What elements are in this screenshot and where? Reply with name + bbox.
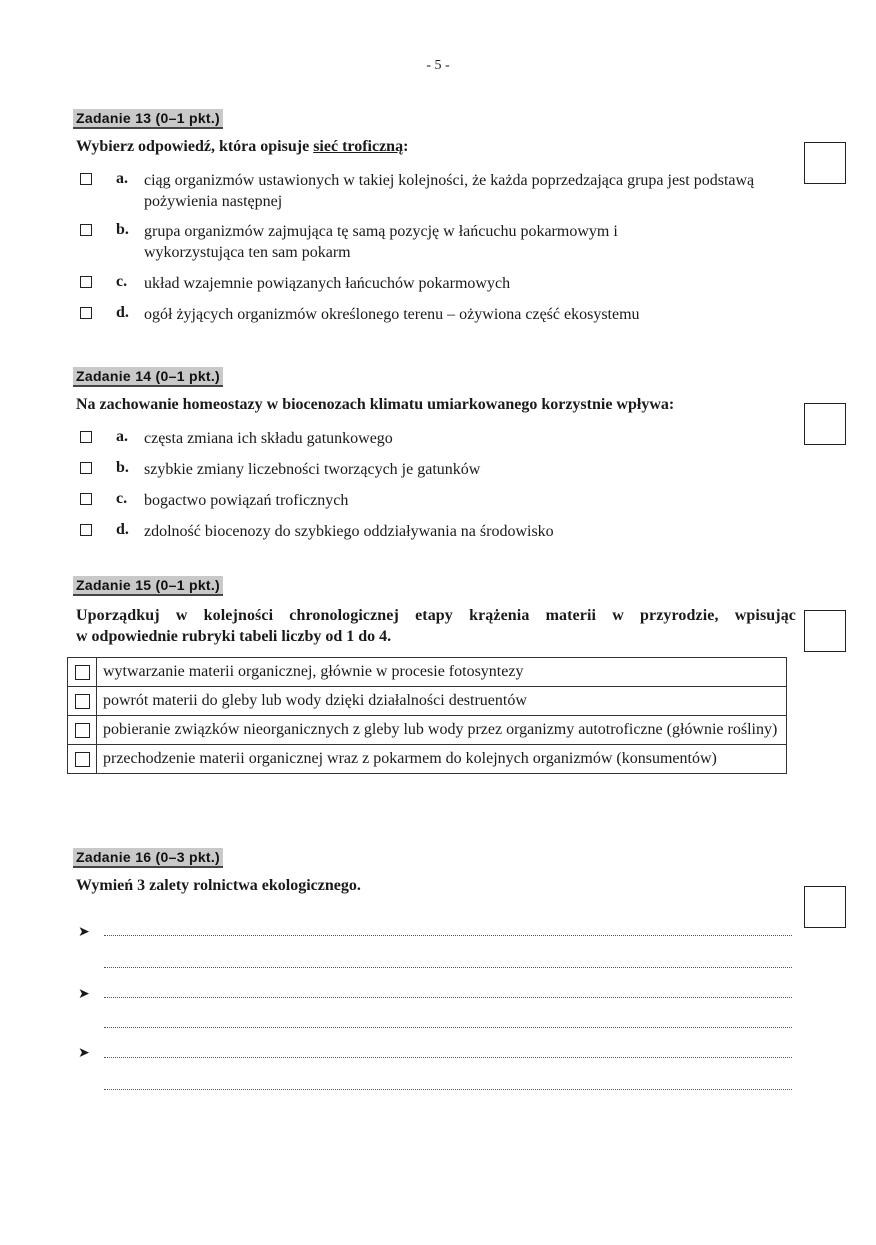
task-15-order-table	[67, 657, 787, 774]
page-number: - 5 -	[426, 58, 450, 73]
task-14-question: Na zachowanie homeostazy w biocenozach klimatu umiarkowanego korzystnie wpływa:	[76, 396, 675, 413]
task-16-score-box[interactable]	[804, 886, 846, 928]
table-row	[68, 658, 787, 687]
task-13-badge: Zadanie 13 (0–1 pkt.)	[73, 109, 223, 129]
task-15-score-box[interactable]	[804, 610, 846, 652]
option-checkbox[interactable]	[80, 524, 92, 536]
task-13-keyword: sieć troficzną	[313, 138, 404, 155]
answer-line[interactable]	[104, 1057, 792, 1058]
order-cell[interactable]	[68, 658, 97, 687]
option-checkbox[interactable]	[80, 307, 92, 319]
table-row	[68, 687, 787, 716]
order-checkbox[interactable]	[75, 665, 90, 680]
option-checkbox[interactable]	[80, 224, 92, 236]
task-13-question: Wybierz odpowiedź, która opisuje sieć troficzną:	[76, 138, 409, 155]
arrowhead-bullet-icon: ➤	[78, 987, 90, 1002]
option-checkbox[interactable]	[80, 173, 92, 185]
task-16-badge: Zadanie 16 (0–3 pkt.)	[73, 848, 223, 868]
option-checkbox[interactable]	[80, 431, 92, 443]
answer-line[interactable]	[104, 997, 792, 998]
answer-line-continuation[interactable]	[104, 1027, 792, 1028]
table-row	[68, 716, 787, 745]
option-checkbox[interactable]	[80, 462, 92, 474]
option-checkbox[interactable]	[80, 276, 92, 288]
table-row	[68, 745, 787, 774]
task-14-badge: Zadanie 14 (0–1 pkt.)	[73, 367, 223, 387]
order-cell[interactable]	[68, 716, 97, 745]
arrowhead-bullet-icon: ➤	[78, 925, 90, 940]
table-cell-text: wytwarzanie materii organicznej, głównie w procesie fotosyntezy	[97, 658, 787, 687]
order-cell[interactable]	[68, 745, 97, 774]
answer-line[interactable]	[104, 935, 792, 936]
order-cell[interactable]	[68, 687, 97, 716]
arrowhead-bullet-icon: ➤	[78, 1046, 90, 1061]
answer-line-continuation[interactable]	[104, 1089, 792, 1090]
table-cell-text: powrót materii do gleby lub wody dzięki działalności destruentów	[97, 687, 787, 716]
table-cell-text: pobieranie związków nieorganicznych z gleby lub wody przez organizmy autotroficzne (głównie rośliny)	[97, 716, 787, 745]
task-13-score-box[interactable]	[804, 142, 846, 184]
task-16-question: Wymień 3 zalety rolnictwa ekologicznego.	[76, 877, 361, 894]
answer-line-continuation[interactable]	[104, 967, 792, 968]
task-15-badge: Zadanie 15 (0–1 pkt.)	[73, 576, 223, 596]
order-checkbox[interactable]	[75, 752, 90, 767]
option-checkbox[interactable]	[80, 493, 92, 505]
task-15-question: Uporządkuj w kolejności chronologicznej etapy krążenia materii w przyrodzie, wpisując w odpowiednie rubryki tabeli liczby od 1 do 4.	[76, 607, 796, 645]
order-checkbox[interactable]	[75, 694, 90, 709]
table-cell-text: przechodzenie materii organicznej wraz z pokarmem do kolejnych organizmów (konsumentów)	[97, 745, 787, 774]
task-14-score-box[interactable]	[804, 403, 846, 445]
order-checkbox[interactable]	[75, 723, 90, 738]
